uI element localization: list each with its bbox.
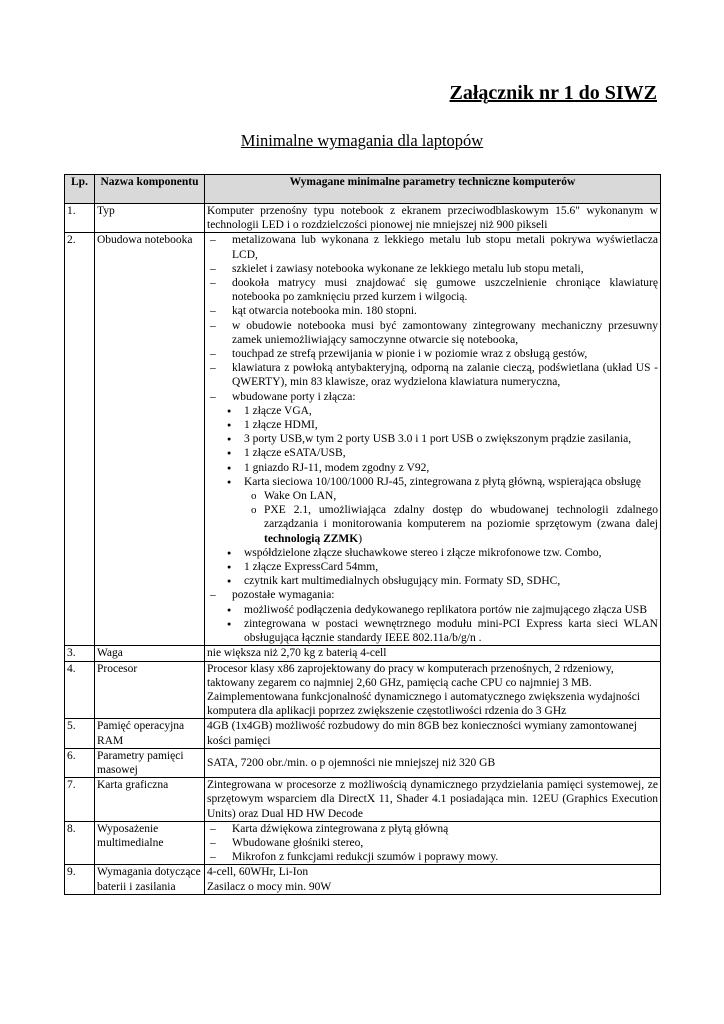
sub-item-text-end: ) xyxy=(358,532,363,545)
table-row xyxy=(65,661,661,719)
row-number: 1. xyxy=(65,204,95,233)
requirement-list xyxy=(205,821,661,865)
port-item: ● 1 złącze ExpressCard 54mm, xyxy=(207,560,658,574)
port-item: ● Karta sieciowa 10/100/1000 RJ-45, zintegrowana z płytą główną, wspierająca obsługę xyxy=(207,475,658,489)
requirement-text: 4GB (1x4GB) możliwość rozbudowy do min 8GB bez konieczności wymiany zamontowanej kości pamięci xyxy=(205,719,661,748)
list-item: – w obudowie notebooka musi być zamontowany zintegrowany mechaniczny przesuwny zamek uniemożliwiający samoczynne otwarcie się notebooka, xyxy=(207,319,658,347)
requirement-list xyxy=(205,865,661,894)
port-item: ● 3 porty USB,w tym 2 porty USB 3.0 i 1 port USB o zwiększonym prądzie zasilania, xyxy=(207,432,658,446)
list-line: 4-cell, 60WHr, Li-Ion xyxy=(207,866,309,879)
component-name: Obudowa notebooka xyxy=(95,233,205,646)
table-row xyxy=(65,204,661,233)
list-item: – wbudowane porty i złącza: xyxy=(207,390,658,404)
table-row xyxy=(65,233,661,646)
requirement-text: SATA, 7200 obr./min. o p ojemności nie mniejszej niż 320 GB xyxy=(205,748,661,777)
row-number: 3. xyxy=(65,646,95,661)
port-item: ● współdzielone złącze słuchawkowe stereo i złącze mikrofonowe tzw. Combo, xyxy=(207,546,658,560)
other-item: ● zintegrowana w postaci wewnętrznego modułu mini-PCI Express karta sieci WLAN obsługująca łącznie standardy IEEE 802.11a/b/g/n . xyxy=(207,617,658,645)
table-row xyxy=(65,821,661,865)
document-subtitle: Minimalne wymagania dla laptopów xyxy=(240,131,484,150)
port-item: ● 1 złącze eSATA/USB, xyxy=(207,446,658,460)
requirement-text: Komputer przenośny typu notebook z ekranem przeciwodblaskowym 15.6" wykonanym w technologii LED i o rozdzielczości pionowej nie mniejszej niż 900 pikseli xyxy=(205,204,661,233)
list-item: – metalizowana lub wykonana z lekkiego metalu lub stopu metali pokrywa wyświetlacza LCD, xyxy=(207,233,658,261)
list-line: Zasilacz o mocy min. 90W xyxy=(207,880,332,893)
zzmk-term: technologią ZZMK xyxy=(264,532,359,545)
table-row xyxy=(65,748,661,777)
component-name: Wymagania dotyczące baterii i zasilania xyxy=(95,865,205,894)
port-item: ● czytnik kart multimedialnych obsługujący min. Formaty SD, SDHC, xyxy=(207,574,658,588)
list-item: – szkielet i zawiasy notebooka wykonane ze lekkiego metalu lub stopu metali, xyxy=(207,262,658,276)
list-item: – klawiatura z powłoką antybakteryjną, odporną na zalanie cieczą, podświetlana (układ US -QWERTY), min 83 klawisze, oraz wydzielona klawiatura numeryczna, xyxy=(207,361,658,389)
sub-item: o Wake On LAN, xyxy=(207,489,658,503)
component-name: Parametry pamięci masowej xyxy=(95,748,205,777)
list-item: – touchpad ze strefą przewijania w pionie i w poziomie wraz z obsługą gestów, xyxy=(207,347,658,361)
list-item: – Wbudowane głośniki stereo, xyxy=(207,836,658,850)
sub-item xyxy=(207,503,658,546)
component-name: Procesor xyxy=(95,661,205,719)
header-component-name: Nazwa komponentu xyxy=(95,175,205,204)
requirement-text: Zintegrowana w procesorze z możliwością dynamicznego przydzielania pamięci systemowej, ze sprzętowym wsparciem dla DirectX 11, Shader 4.1 posiadająca min. 12EU (Graphics Execution Units) oraz Dual HD HW Decode xyxy=(205,778,661,822)
list-item: – dookoła matrycy musi znajdować się gumowe uszczelnienie chroniące klawiaturę notebooka po zamknięciu przed kurzem i wilgocią. xyxy=(207,276,658,304)
table-row xyxy=(65,865,661,894)
sub-item-text: PXE 2.1, umożliwiająca zdalny dostęp do wbudowanej technologii zdalnego zarządzania i monitorowania komputerem na poziomie sprzętowym (zwana dalej xyxy=(264,504,658,531)
component-name: Wyposażenie multimedialne xyxy=(95,821,205,865)
requirements-table xyxy=(64,174,661,895)
requirement-list xyxy=(205,233,661,646)
table-header-row xyxy=(65,175,661,204)
row-number: 5. xyxy=(65,719,95,748)
table-row xyxy=(65,719,661,748)
component-name: Karta graficzna xyxy=(95,778,205,822)
row-number: 9. xyxy=(65,865,95,894)
port-item: ● 1 złącze HDMI, xyxy=(207,418,658,432)
row-number: 4. xyxy=(65,661,95,719)
list-item: – Mikrofon z funkcjami redukcji szumów i poprawy mowy. xyxy=(207,850,658,864)
row-number: 6. xyxy=(65,748,95,777)
list-item: – pozostałe wymagania: xyxy=(207,588,658,602)
table-row xyxy=(65,646,661,661)
other-item: ● możliwość podłączenia dedykowanego replikatora portów nie zajmującego złącza USB xyxy=(207,603,658,617)
port-item: ● 1 gniazdo RJ-11, modem zgodny z V92, xyxy=(207,461,658,475)
component-name: Waga xyxy=(95,646,205,661)
requirement-text: nie większa niż 2,70 kg z baterią 4-cell xyxy=(205,646,661,661)
header-lp: Lp. xyxy=(65,175,95,204)
component-name: Typ xyxy=(95,204,205,233)
row-number: 7. xyxy=(65,778,95,822)
requirement-text: Procesor klasy x86 zaprojektowany do pracy w komputerach przenośnych, 2 rdzeniowy, taktowany zegarem co najmniej 2,60 GHz, pamięcią cache CPU co najmniej 3 MB. Zaimplementowana funkcjonalność dynamicznego i automatycznego zwiększenia wydajności komputera dla aplikacji poprzez zwiększenie częstotliwości rdzenia do 3 GHz xyxy=(205,661,661,719)
table-row xyxy=(65,778,661,822)
list-item: – kąt otwarcia notebooka min. 180 stopni. xyxy=(207,304,658,318)
list-item: – Karta dźwiękowa zintegrowana z płytą główną xyxy=(207,822,658,836)
annex-title: Załącznik nr 1 do SIWZ xyxy=(449,82,657,104)
component-name: Pamięć operacyjna RAM xyxy=(95,719,205,748)
row-number: 8. xyxy=(65,821,95,865)
row-number: 2. xyxy=(65,233,95,646)
port-item: ● 1 złącze VGA, xyxy=(207,404,658,418)
header-parameters: Wymagane minimalne parametry techniczne komputerów xyxy=(205,175,661,204)
